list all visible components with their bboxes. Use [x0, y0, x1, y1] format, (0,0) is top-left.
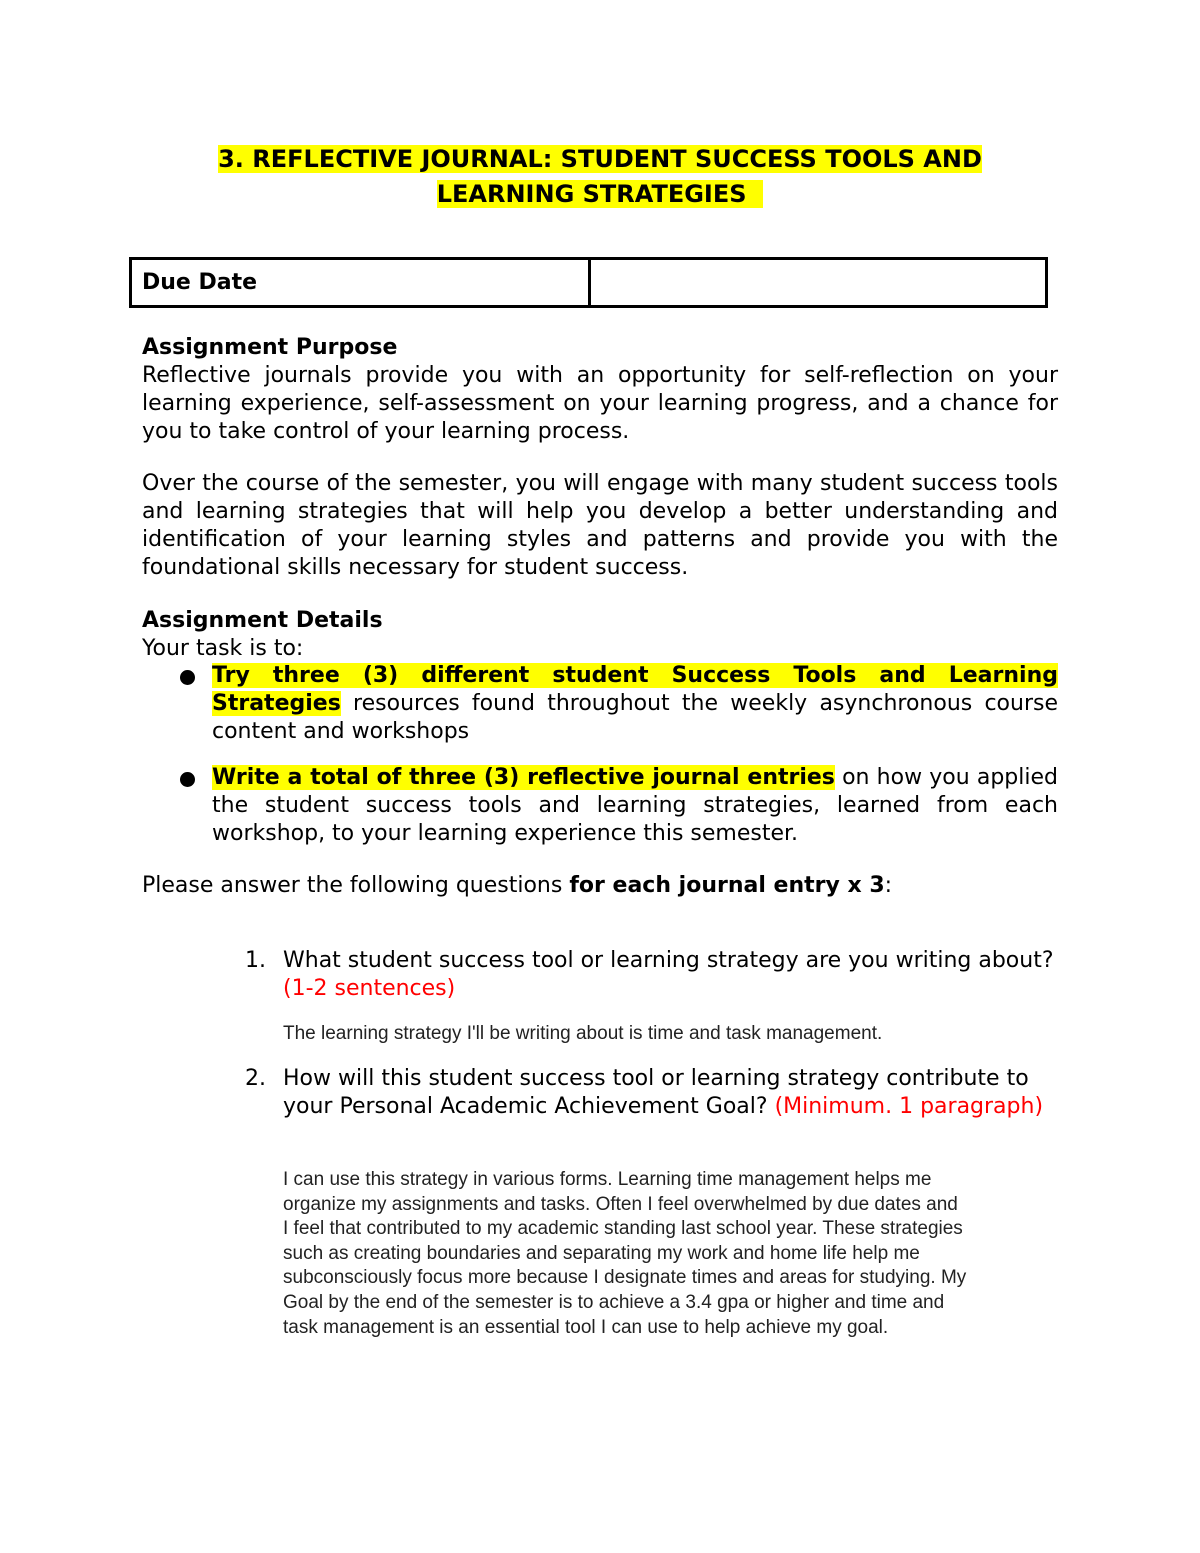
task-text: resources found throughout the weekly asynchronous course content and workshops — [212, 691, 1058, 744]
answer-line: subconsciously focus more because I designate times and areas for studying. My — [283, 1267, 967, 1289]
task-list-item — [142, 764, 1058, 848]
answer-line: organize my assignments and tasks. Often I feel overwhelmed by due dates and — [283, 1193, 958, 1215]
due-date-table — [129, 257, 1048, 308]
assignment-purpose-section — [142, 334, 1058, 446]
answer-1: The learning strategy I'll be writing about is time and task management. — [283, 1023, 883, 1044]
due-date-value — [590, 259, 1047, 307]
purpose-paragraph-1: Reflective journals provide you with an opportunity for self-reflection on your learning experience, self-assessment on your learning progress, and a chance for you to take control of your learning process. — [142, 363, 1058, 444]
question-text: What student success tool or learning strategy are you writing about? — [283, 948, 1054, 973]
question-1 — [245, 947, 1055, 1003]
answer-line: I can use this strategy in various forms. Learning time management helps me — [283, 1169, 932, 1190]
instruction-end: : — [884, 873, 893, 898]
task-highlight: Try three (3) different student Success Tools and Learning Strategies — [212, 663, 1058, 716]
task-highlight: Write a total of three (3) reflective journal entries — [212, 765, 835, 790]
bullet-icon — [180, 772, 195, 787]
question-2 — [245, 1065, 1055, 1121]
answer-line: I feel that contributed to my academic standing last school year. These strategies — [283, 1218, 963, 1240]
question-requirement: (1-2 sentences) — [283, 976, 456, 1001]
title-line-2: LEARNING STRATEGIES — [436, 180, 747, 208]
answer-line: task management is an essential tool I can use to help achieve my goal. — [283, 1316, 889, 1338]
assignment-purpose-heading: Assignment Purpose — [142, 335, 398, 360]
title-line-1: 3. REFLECTIVE JOURNAL: STUDENT SUCCESS TOOLS AND — [218, 145, 982, 173]
question-number: 2. — [245, 1066, 266, 1091]
bullet-icon — [180, 670, 195, 685]
task-list — [142, 662, 1058, 848]
due-date-label: Due Date — [131, 259, 590, 307]
answer-line: such as creating boundaries and separating my work and home life help me — [283, 1242, 920, 1264]
instruction-line — [142, 872, 1058, 900]
instruction-bold: for each journal entry x 3 — [569, 873, 885, 898]
task-text: on how you applied the student success tools and learning strategies, learned from each workshop, to your learning experience this semester. — [212, 765, 1058, 846]
page-title — [110, 142, 1090, 212]
question-text: How will this student success tool or learning strategy contribute to your Personal Academic Achievement Goal? — [283, 1066, 1029, 1119]
instruction-plain: Please answer the following questions — [142, 873, 570, 898]
task-list-item — [142, 662, 1058, 746]
assignment-details-heading: Assignment Details — [142, 608, 383, 633]
due-date-row — [131, 259, 1047, 307]
answer-line: Goal by the end of the semester is to achieve a 3.4 gpa or higher and time and — [283, 1291, 945, 1313]
question-number: 1. — [245, 948, 266, 973]
assignment-details-section — [142, 607, 1058, 663]
purpose-paragraph-2: Over the course of the semester, you will engage with many student success tools and learning strategies that will help you develop a better understanding and identification of your learning styles and patterns and provide you with the foundational skills necessary for student success. — [142, 471, 1058, 580]
answer-2 — [283, 1168, 1063, 1340]
assignment-details-intro: Your task is to: — [142, 636, 304, 661]
question-requirement: (Minimum. 1 paragraph) — [774, 1094, 1044, 1119]
